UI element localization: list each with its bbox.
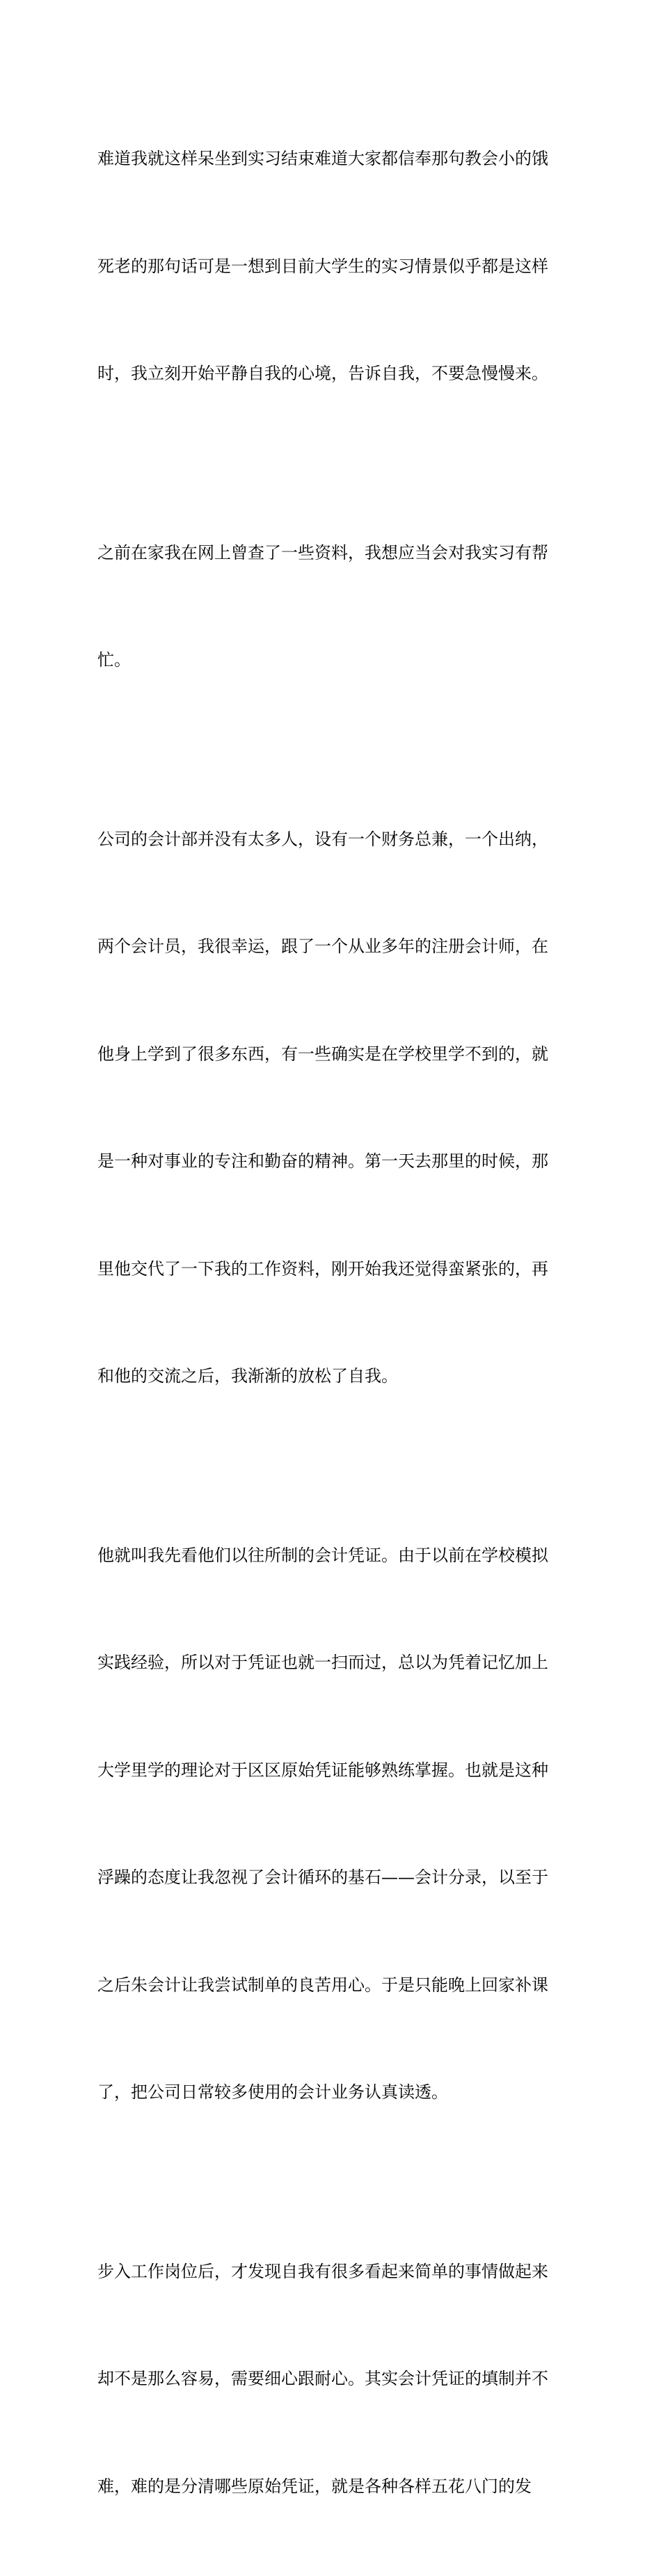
text-line: 难道我就这样呆坐到实习结束难道大家都信奉那句教会小的饿 — [97, 141, 565, 177]
text-line: 却不是那么容易，需要细心跟耐心。其实会计凭证的填制并不 — [97, 2361, 565, 2397]
paragraph-1 — [97, 70, 565, 464]
paragraph-5 — [97, 2182, 565, 2576]
paragraph-3 — [97, 750, 565, 1466]
text-line: 时，我立刻开始平静自我的心境，告诉自我，不要急慢慢来。 — [97, 356, 565, 392]
text-line: 之前在家我在网上曾查了一些资料，我想应当会对我实习有帮 — [97, 535, 565, 572]
document-page — [97, 70, 565, 765]
paragraph-4 — [97, 1466, 565, 2182]
text-line: 难，难的是分清哪些原始凭证，就是各种各样五花八门的发 — [97, 2469, 565, 2505]
text-line: 死老的那句话可是一想到目前大学生的实习情景似乎都是这样 — [97, 249, 565, 285]
text-line: 之后朱会计让我尝试制单的良苦用心。于是只能晚上回家补课 — [97, 1968, 565, 2004]
text-line: 他就叫我先看他们以往所制的会计凭证。由于以前在学校模拟 — [97, 1538, 565, 1574]
text-line: 两个会计员，我很幸运，跟了一个从业多年的注册会计师，在 — [97, 929, 565, 965]
text-line: 里他交代了一下我的工作资料，刚开始我还觉得蛮紧张的，再 — [97, 1251, 565, 1288]
text-line: 实践经验，所以对于凭证也就一扫而过，总以为凭着记忆加上 — [97, 1645, 565, 1681]
text-line: 和他的交流之后，我渐渐的放松了自我。 — [97, 1359, 565, 1395]
text-line: 步入工作岗位后，才发现自我有很多看起来简单的事情做起来 — [97, 2254, 565, 2290]
text-line: 忙。 — [97, 642, 565, 679]
text-line: 了，把公司日常较多使用的会计业务认真读透。 — [97, 2075, 565, 2111]
text-line: 公司的会计部并没有太多人，设有一个财务总兼，一个出纳， — [97, 822, 565, 858]
text-line: 他身上学到了很多东西，有一些确实是在学校里学不到的，就 — [97, 1037, 565, 1073]
text-line: 是一种对事业的专注和勤奋的精神。第一天去那里的时候，那 — [97, 1144, 565, 1180]
text-line: 浮躁的态度让我忽视了会计循环的基石——会计分录，以至于 — [97, 1860, 565, 1896]
text-line: 大学里学的理论对于区区原始凭证能够熟练掌握。也就是这种 — [97, 1753, 565, 1789]
paragraph-2 — [97, 464, 565, 750]
